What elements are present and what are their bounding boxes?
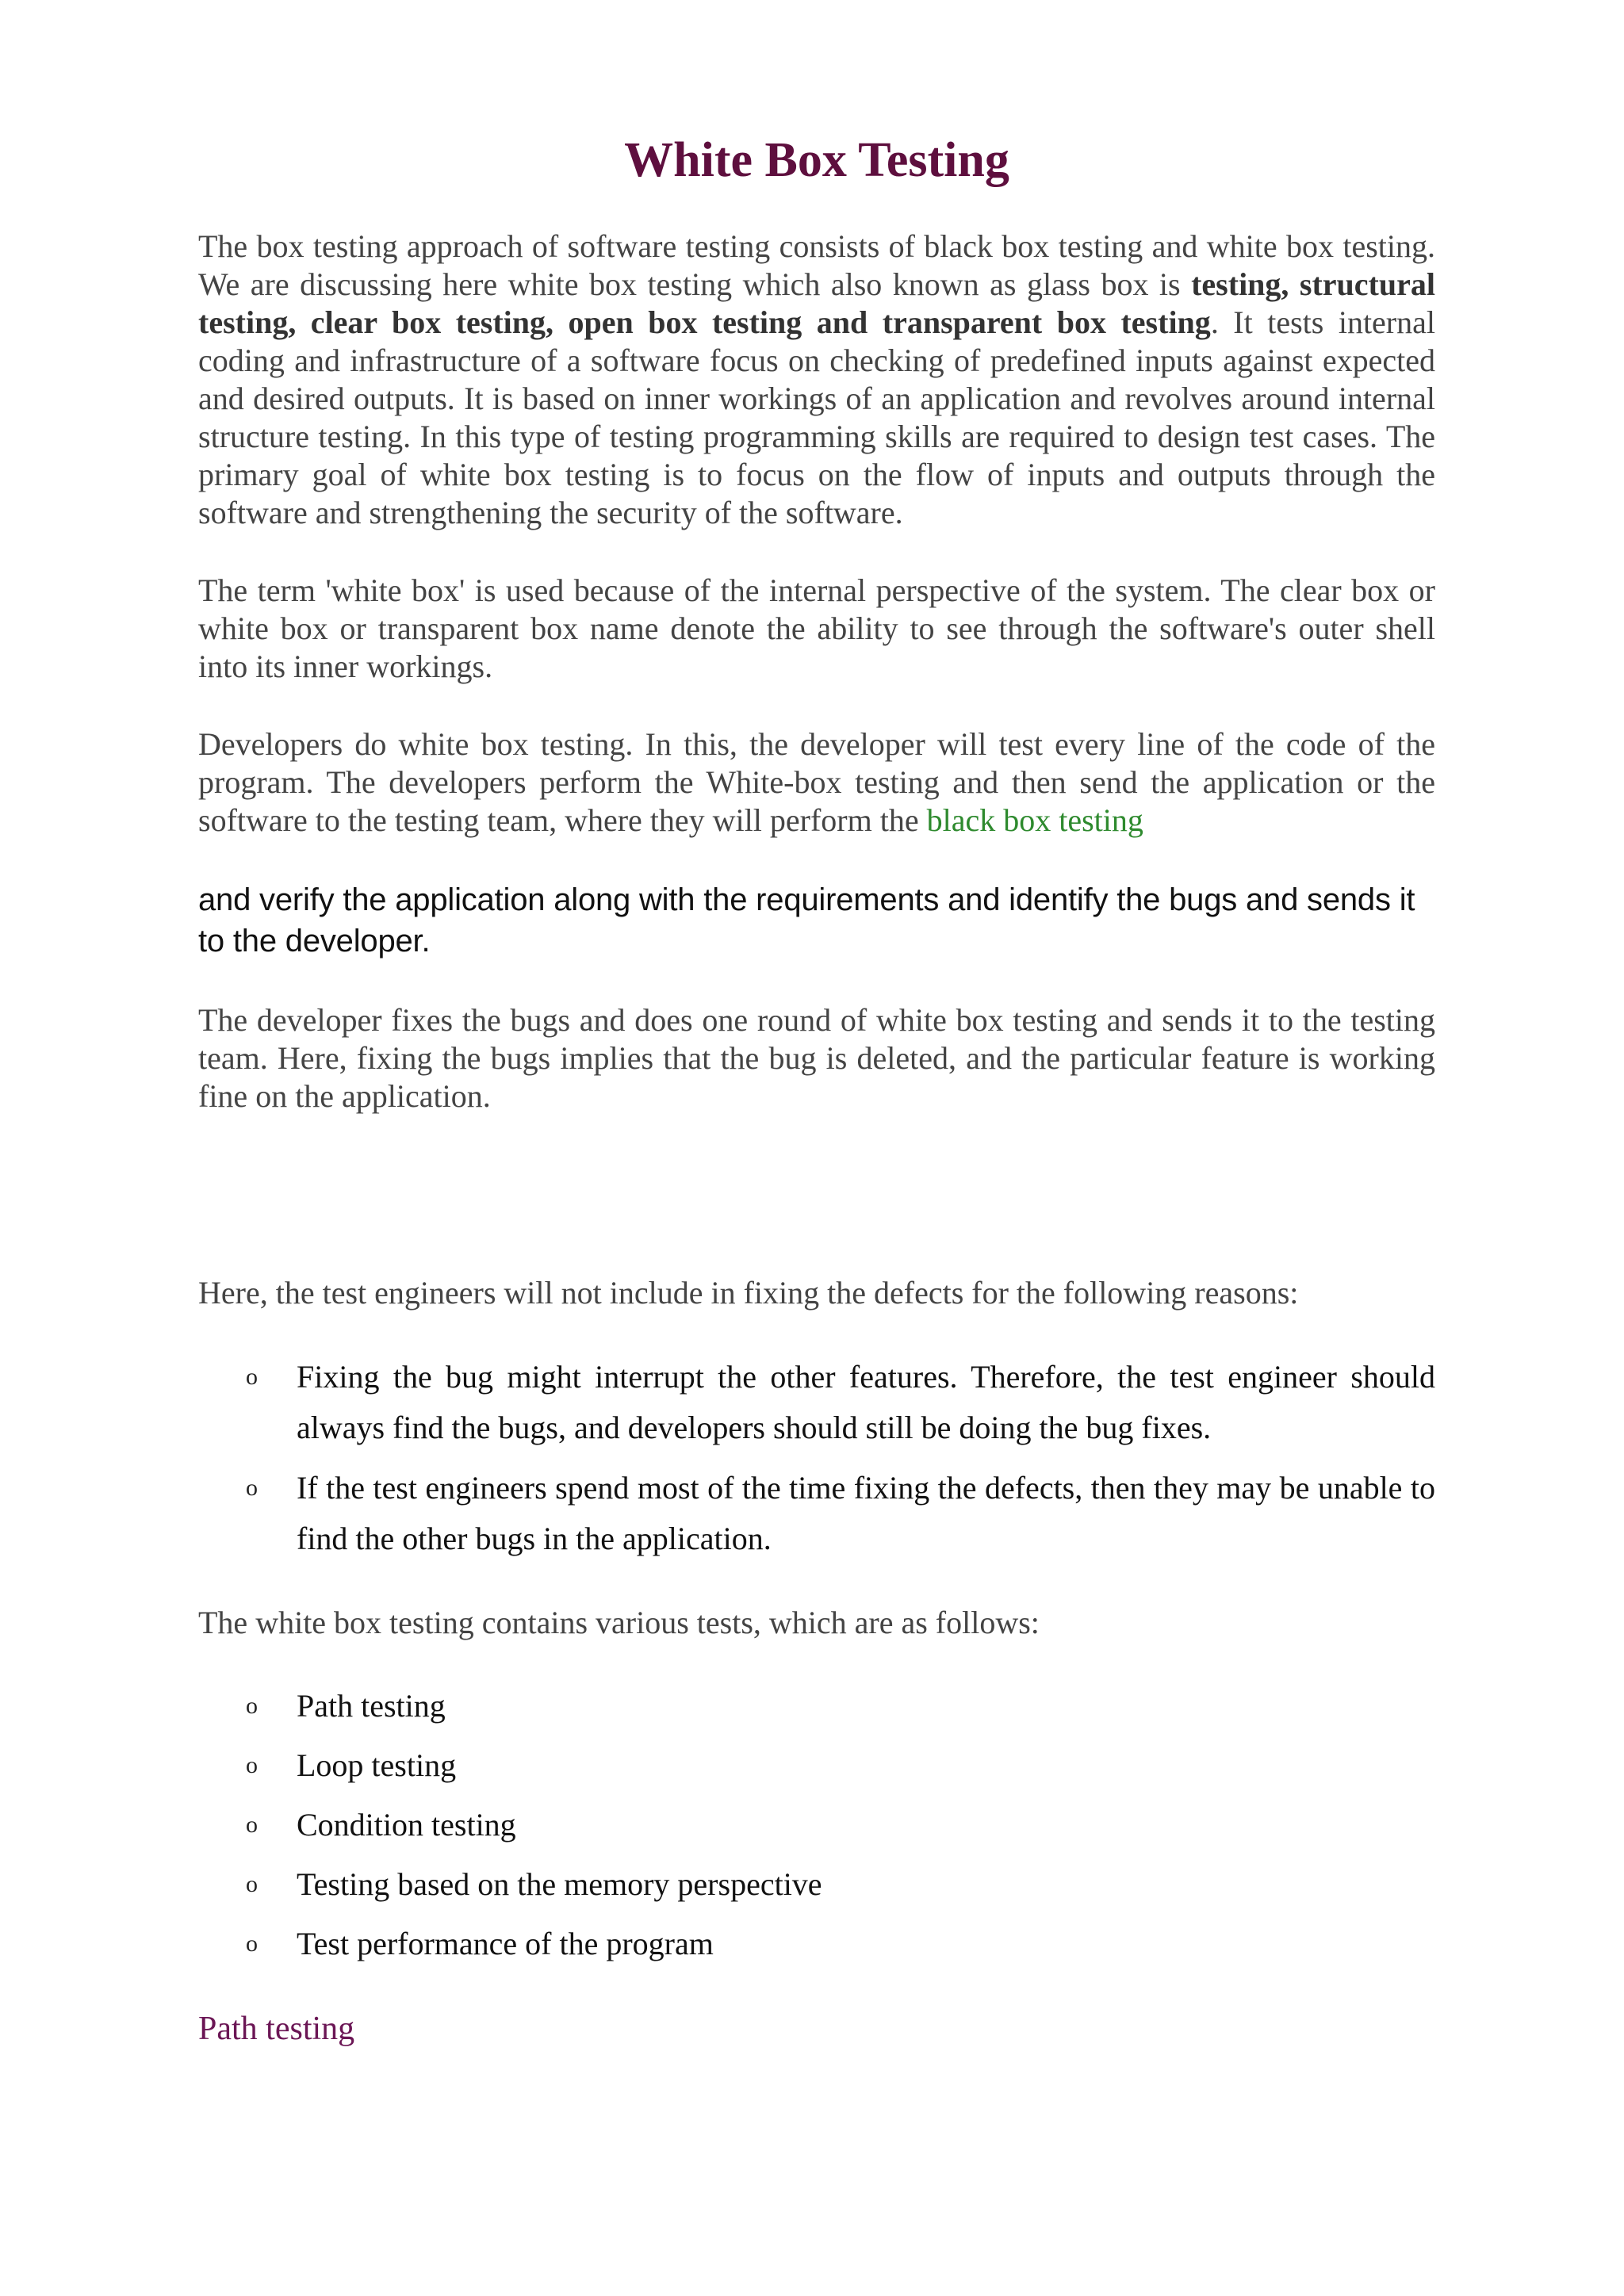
list-item-text: Path testing [297,1688,446,1724]
list-item [198,1463,1435,1564]
list-item [198,1800,1435,1850]
list-item [198,1860,1435,1909]
section-heading-path-testing: Path testing [198,2011,355,2048]
white-box-term-paragraph: The term 'white box' is used because of the internal perspective of the system. The clear box or white box or transparent box name denote the ability to see through the software's outer shell into its inner workings. [198,572,1435,685]
list-item-text: Test performance of the program [297,1926,714,1962]
intro-bold-terms: testing, structural testing, clear box testing, open box testing and transparent box testing [198,266,1435,341]
list-item-text: Condition testing [297,1807,516,1843]
intro-text-end: . It tests internal coding and infrastructure of a software focus on checking of predefined inputs against expected and desired outputs. It is based on inner workings of an application and revolves around internal structure testing. In this type of testing programming skills are required to design test cases. The primary goal of white box testing is to focus on the flow of inputs and outputs through the software and strengthening the security of the software. [198,304,1435,531]
list-item-text: Fixing the bug might interrupt the other features. Therefore, the test engineer should always find the bugs, and developers should still be doing the bug fixes. [297,1359,1435,1446]
tests-intro-paragraph: The white box testing contains various tests, which are as follows: [198,1605,1040,1641]
bullet-icon: o [246,1812,258,1839]
tests-list [198,1682,1435,1969]
bullet-icon: o [246,1693,258,1720]
bullet-icon: o [246,1475,258,1502]
verify-paragraph: and verify the application along with the requirements and identify the bugs and sends it to the developer. [198,882,1415,959]
developers-paragraph [198,725,1435,840]
list-item [198,1741,1435,1790]
intro-paragraph [198,228,1435,532]
black-box-testing-link[interactable]: black box testing [926,802,1143,839]
page-title: White Box Testing [624,133,1009,187]
spacer [198,1155,1435,1274]
list-item [198,1919,1435,1969]
list-item-text: Loop testing [297,1747,457,1784]
bullet-icon: o [246,1931,258,1957]
list-item [198,1352,1435,1453]
document-page [198,131,1435,2049]
bug-fix-paragraph: The developer fixes the bugs and does one round of white box testing and sends it to the testing team. Here, fixing the bugs implies that the bug is deleted, and the particular feature is working fine on the application. [198,1002,1435,1115]
list-item [198,1682,1435,1731]
list-item-text: Testing based on the memory perspective [297,1866,822,1903]
reasons-intro-paragraph: Here, the test engineers will not include in fixing the defects for the following reasons: [198,1275,1299,1311]
reasons-list [198,1352,1435,1564]
bullet-icon: o [246,1752,258,1779]
bullet-icon: o [246,1871,258,1898]
intro-text-start: The box testing approach of software testing consists of black box testing and white box testing. We are discussing here white box testing which also known as glass box is [198,228,1435,303]
list-item-text: If the test engineers spend most of the time fixing the defects, then they may be unable to find the other bugs in the application. [297,1470,1435,1557]
bullet-icon: o [246,1364,258,1391]
developers-text: Developers do white box testing. In this, the developer will test every line of the code of the program. The developers perform the White-box testing and then send the application or the software to the testing team, where they will perform the [198,726,1435,839]
